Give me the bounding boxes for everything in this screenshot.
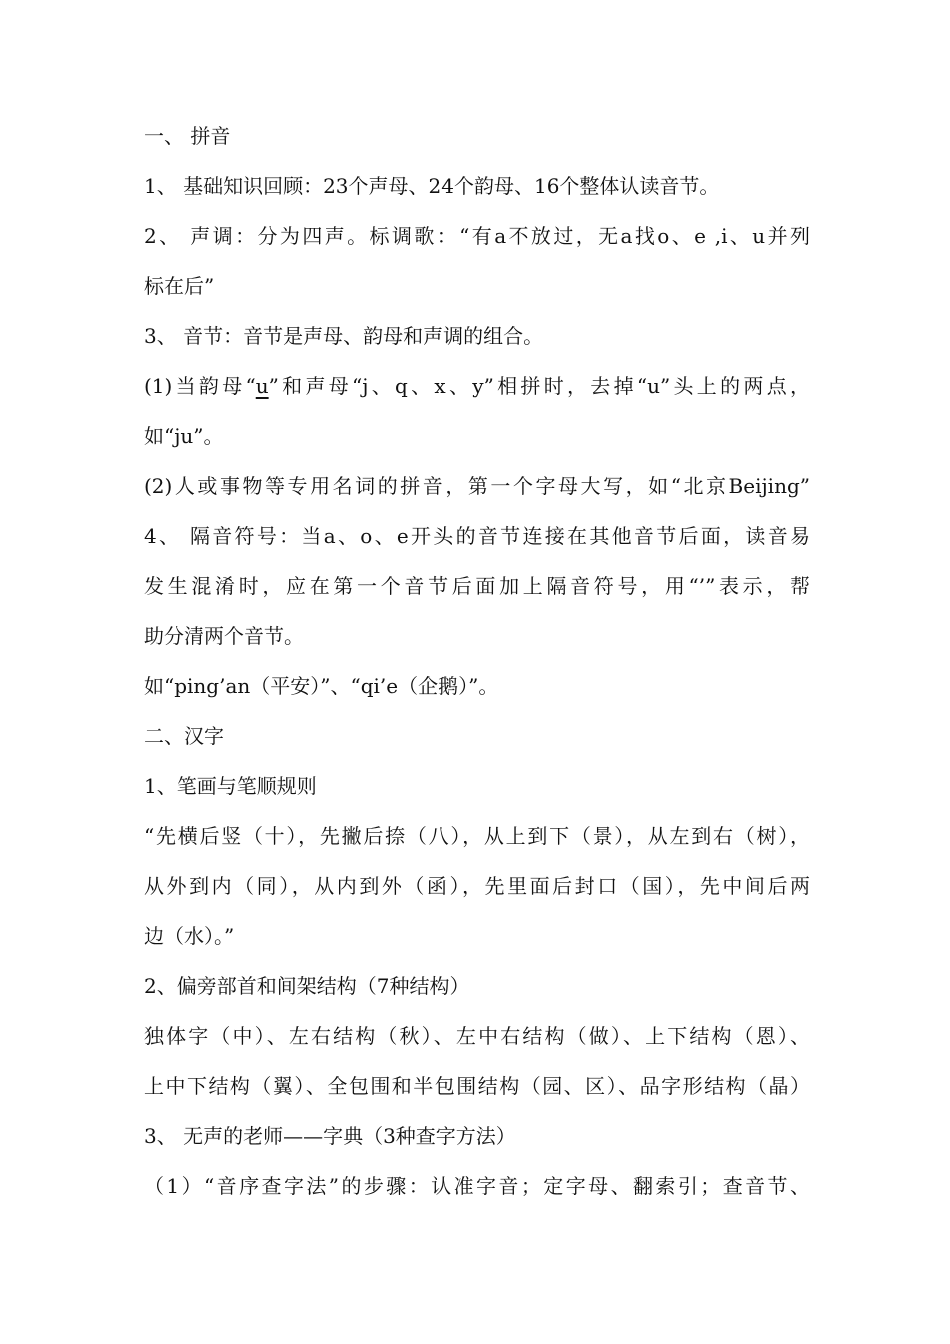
section-heading-pinyin: 一、 拼音 [144,124,231,148]
paragraph-line: (2)人或事物等专用名词的拼音，第一个字母大写，如“北京Beijing” [144,474,810,498]
paragraph-line: 4、 隔音符号：当a、o、e开头的音节连接在其他音节后面，读音易 [144,524,810,548]
section-heading-hanzi: 二、汉字 [144,724,224,748]
line-segment: (1)当韵母“ [144,374,256,398]
paragraph-line: “先横后竖（十），先撇后捺（八），从上到下（景），从左到右（树）， [144,824,810,848]
line-segment: ”和声母“j、q、x、y”相拼时，去掉“u”头上的两点， [268,374,810,398]
paragraph-line: 独体字（中）、左右结构（秋）、左中右结构（做）、上下结构（恩）、 [144,1024,810,1048]
paragraph-line: （1）“音序查字法”的步骤：认准字音；定字母、翻索引；查音节、 [144,1174,810,1198]
paragraph-line: 助分清两个音节。 [144,624,304,648]
subsection-heading: 2、偏旁部首和间架结构（7种结构） [144,974,470,998]
paragraph-line: 1、 基础知识回顾：23个声母、24个韵母、16个整体认读音节。 [144,174,720,198]
subsection-heading: 3、 无声的老师——字典（3种查字方法） [144,1124,516,1148]
paragraph-line: 如“ping’an（平安）”、“qi’e（企鹅）”。 [144,674,499,698]
paragraph-line: 如“ju”。 [144,424,224,448]
marked-u-letter: u [255,374,269,398]
document-body [144,111,810,1211]
paragraph-line: 发生混淆时，应在第一个音节后面加上隔音符号，用“’”表示，帮 [144,574,810,598]
paragraph-line-with-marked-u [144,361,810,411]
paragraph-line: 上中下结构（翼）、全包围和半包围结构（园、区）、品字形结构（晶） [144,1074,810,1098]
paragraph-line: 标在后” [144,274,215,298]
paragraph-line: 3、 音节：音节是声母、韵母和声调的组合。 [144,324,544,348]
paragraph-line: 从外到内（同），从内到外（函），先里面后封口（国），先中间后两 [144,874,810,898]
subsection-heading: 1、笔画与笔顺规则 [144,774,317,798]
paragraph-line: 2、 声调：分为四声。标调歌：“有a不放过，无a找o、e ,i、u并列 [144,224,810,248]
paragraph-line: 边（水）。” [144,924,235,948]
